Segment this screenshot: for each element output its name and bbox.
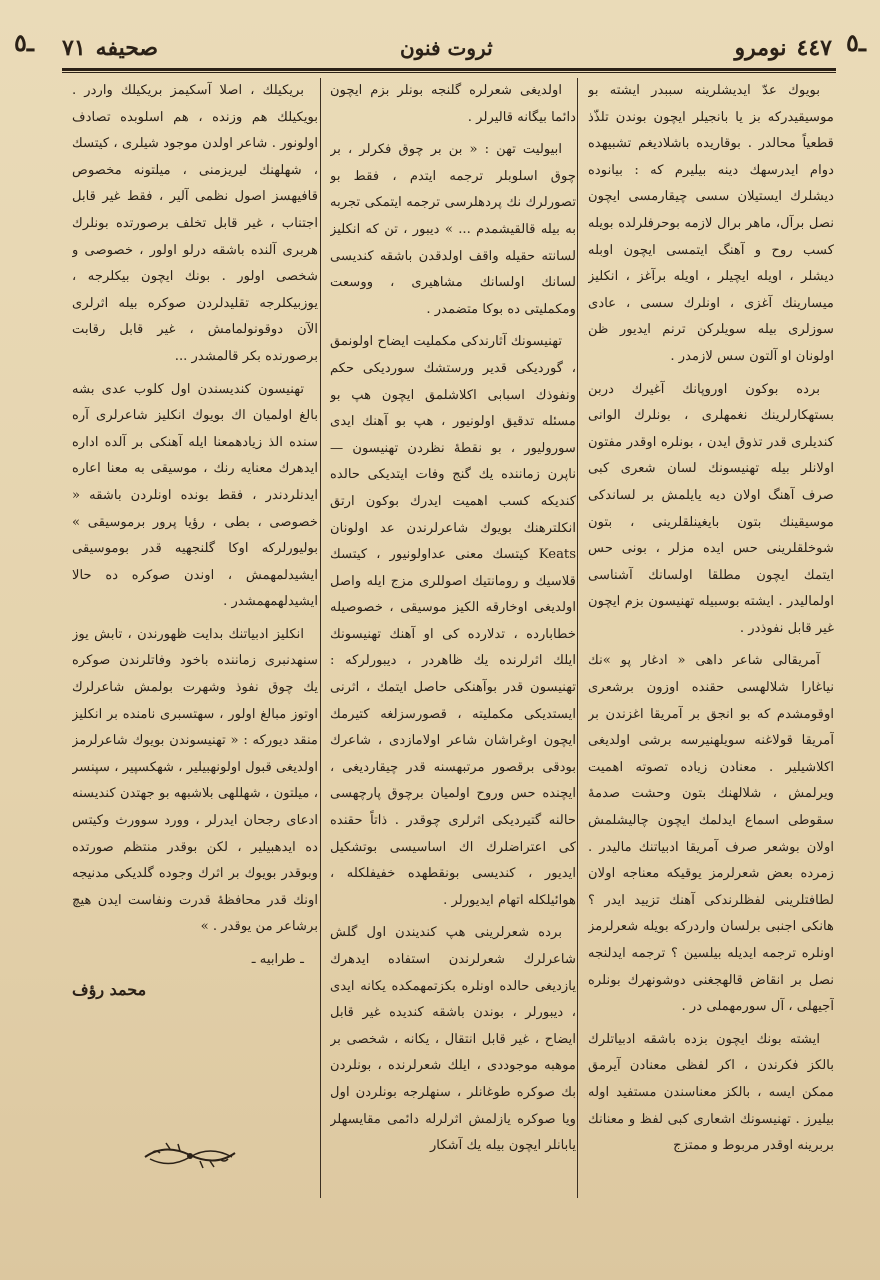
header-rule-thin (62, 72, 836, 73)
paragraph: ابيوليت تهن : « بن بر چوق فكرلر ، بر چوق اسلوبلر ترجمه ايتدم ، فقط بو تصورلرك نك پردهلرسى ترجمه ايتمكى تجربه به بيله قالقيشمدم ... » ديبور ، تن كه انكليز لسانته حقيله واقف اولدقدن باشقه كنديسى لسانك اولسانك مشاهيرى ، ووسعت ومكمليتى ده بوكا متضمدر . (330, 142, 576, 317)
column-divider-right (577, 78, 578, 1198)
issue-block (735, 35, 833, 61)
page-number-block (62, 35, 158, 61)
column-divider-left (320, 78, 321, 1198)
paragraph: آمريقالى شاعر داهى « ادغار پو »نك نياغارا شلالهسى حقنده اوزون برشعرى اوقومشدم كه بو انجق بر آمريقا اغزندن بر آمريقا قولاغنه سويلهنيرسه برشى اولديغى اكلاشيلير . معنادن زياده تصوته اهميت ويرلمش ، شلالهنك بتون وحشت صدمهٔ سقوطى اسماع ايدلمك ايچون چاليشلمش اولان بوشعر صرف آمريقا ادبياتنك مالیدر . زمرده بعض شعرلرمز يوقيكه معناجه اولان لطافتلرينى لفظلرندكى آهنك تزييد ايدر ؟ هانكى اجنبى برلسان واردركه بويله شعرلرمز اونلره ترجمه ايديله بيلسين ؟ ترجمه ايدلنجه نصل بر انقاض قالهجغنى دوشونهرك بونلره آجيهلى ، آل سورمهملى در . (588, 653, 834, 1015)
column-left (72, 78, 318, 1118)
left-margin-mark: ـ٥ (14, 28, 34, 57)
column-right (588, 78, 834, 1228)
paragraph: برده بوكون اوروپانك آغيرك دربن بستهكارلرينك نغمهلرى ، بونلرك الوانى كنديلرى قدر تذوق ايدن ، بونلره اوقدر مفتون اولانلر بيله تهنيسونك لسان شعرى كبى صرف آهنگ اولان ديه يايلمش بر لساندكى موسيقينك بتون بايغينلقلرينى ، بتون شوخلقلرينى حس ايده مزلر ، بونى حس ايتمك ايچون مطلقا اولسانك آشناسى اولمالیدر . ايشته بوسبيله تهنيسون بزم ايچون غير قابل نفوذدر . (588, 381, 834, 636)
paragraph: بريكيلك ، اصلا آسكيمز بريكيلك واردر . بويكيلك هم وزنده ، هم اسلوبده تصادف اولونور . شاعر اولدن موجود شيلرى ، كيتسك ، شهلهنك ليريزمنى ، ميلتونه مخصوص قافيهسز اصول نظمى آلير ، فقط غير قابل اجتناب ، غير قابل تخلف برصورتده بونلرك هربرى آلنده باشقه درلو اولور ، خصوصى و شخصى اولور . بونك ايچون بيكلرجه ، يوزبيكلرجه تقليدلردن صوكره بيله اثرلرى الآن دوقونولمامش ، غير قابل رقابت برصورنده بكر قالمشدر ... (72, 83, 318, 364)
paragraph: تهنيسون كنديسندن اول كلوب عدى بشه بالغ اولميان اك بويوك انكليز شاعرلرى آره سنده الذ زيادهمعنا ايله آهنكى بر آلده اداره ايدهرك معنايه رنك ، موسيقى به معنا اعاره ايدنلردندر ، فقط بونده اونلردن باشقه « خصوصى ، بطى ، رؤيا پرور برموسيقى » بوليورلركه اوكا گلنجهيه قدر بوموسيقى ايشيدلمهمش ، اوندن صوكره ده حالا ايشيدلهمهمشدر . (72, 381, 318, 610)
header-rule (62, 68, 836, 71)
author-signature: محمد رؤف (72, 979, 147, 999)
page-label: صحيفه (95, 35, 159, 61)
paragraph: انكليز ادبياتنك بدايت ظهورندن ، تابش يوز سنهدنبرى زماننده باخود وفاتلرندن صوكره يك چوق نفوذ وشهرت بولمش شاعرلرك اوتوز مبالغ اولور ، سهتسبرى نامنده بر انكليز منقد ديوركه : « تهنيسوندن بويوك شاعرلرمز اولديغى قبول اولونهبيلير ، شهكسپير ، سپنسر ، ميلتون ، شهللهى بلاشبهه بو جهتدن كنديسنه ادعاى رجحان ايدرلر ، وورد سوورث وكيتس ده ايدهبيلير ، لكن بوقدر منتظم صورتده وبوقدر بويوك بر اثرك وجوده گلديكى مدنيجه اونك قدر محافظهٔ قدرت ونفاست ايدن هيچ برشاعر من يوقدر . » (72, 626, 318, 935)
ornament-flourish-icon (140, 1135, 240, 1175)
issue-label: نومرو (734, 35, 787, 61)
page-number: ٧١ (62, 35, 86, 61)
paragraph: ايشته بونك ايچون بزده باشقه ادبياتلرك بالكز فكرندن ، اكر لفظى معنادن آيرمق ممكن ايسه ، بالكز معناسندن مستفيد اوله بيليرز . تهنيسونك اشعارى كبى لفظ و معنانك بربرينه اوقدر مربوط و ممتزج (588, 1031, 834, 1154)
place-line: ـ طرابيه ـ (251, 952, 304, 967)
paragraph: تهنيسونك آثارندكى مكمليت ايضاح اولونمق ، گورديكى قدير ورستشك سورديكى حكم ونفوذك اسبابى اكلاشلمق ايچون هپ بو مسئله تدقيق اولونيور ، هپ بو آهنك ايدى سوروليور ، بو نقطهٔ نظردن تهنيسون — ناپرن زماننده يك گنج وفات ايتديكى حالده كنديكه كسب اهميت ايدرك بوكون ارتق انكلترهنك بويوك شاعرلرندن عد اولونان Keats كيتسك معنى عداولونيور ، كيتسك قلاسيك و رومانتيك اصوللرى مزج ايله واصل اولديغى اوخارقه الكيز موسيقى ، خصوصيله خطابارده ، تدلارده كى او آهنك تهنيسونك ايلك اثرلرنده يك ظاهردر ، ديبورلركه : تهنيسون قدر بوآهنكى حاصل ايتمك ، اثرنى ايستديكى مكمليته ، قصورسزلغه كتيرمك ايچون اوغراشان شاعر اولامازدى ، شاعرك بودقى برقصور مرتبهسنه قدر چيقارديغى ، ايچنده حس وروح اولميان برچوق پارچهسى حالنه گتيرديكى اثرلرى چوقدر . ذاتاً حقنده كى اعتراضلرك اك اساسيسى بوتشكيل ايديور ، كنديسى بونقطهده خفيفلكله ، هوائيلكله اتهام ايديورلر . (330, 334, 576, 908)
page-header (62, 28, 832, 68)
issue-number: ٤٤٧ (796, 35, 832, 61)
journal-title: ثروت فنون (399, 36, 493, 60)
column-middle (330, 78, 576, 1228)
paragraph: اولديغى شعرلره گلنجه بونلر بزم ايچون دائما بيگانه قاليرلر . (330, 83, 576, 125)
paragraph: برده شعرلرينى هپ كنديندن اول گلش شاعرلرك شعرلرندن استفاده ايدهرك يازديغى حالده اونلره بكزتمهمكده يكانه ايدى ، ديبورلر ، بوندن باشقه كنديده غير قابل ايضاح ، غير قابل انتقال ، يكانه ، شخصى بر موهبه موجوددى ، ايلك شعرلرنده ، بونلردن بك صوكره طوغانلر ، سنهلرجه بونلردن اول ويا صوكره يازلمش اثرلرله دائمى مقايسهلر يابانلر ايچون بيله يك آشكار (330, 925, 576, 1154)
paragraph: بويوك عدّ ايديشلرينه سببدر ايشته بو موسيقيدركه بز يا بانجيلر ايچون بوندن تلذّذ قطعياً محالدر . بوقاريده باشلادیغم تشبيهده دوام ايدرسهك دينه بيليرم كه : بيانوده ديشلرك ايستيلان سسى چيقارمسى ايچون نصل برآل، ماهر برال لازمه بوحرفلرلده بويله كسب روح و آهنگ ايتمسى ايچون اوبله ديشلر ، اويله ايچيلر ، اويله برآغز ، انكليز ميسارينك آغزى ، اونلرك سسى ، عادى سوزلرى بيله سويلرکن ترنم ايديور ظن اولونان او آلتون سس لازمدر . (588, 83, 834, 364)
right-margin-mark: ـ٥ (846, 28, 866, 57)
